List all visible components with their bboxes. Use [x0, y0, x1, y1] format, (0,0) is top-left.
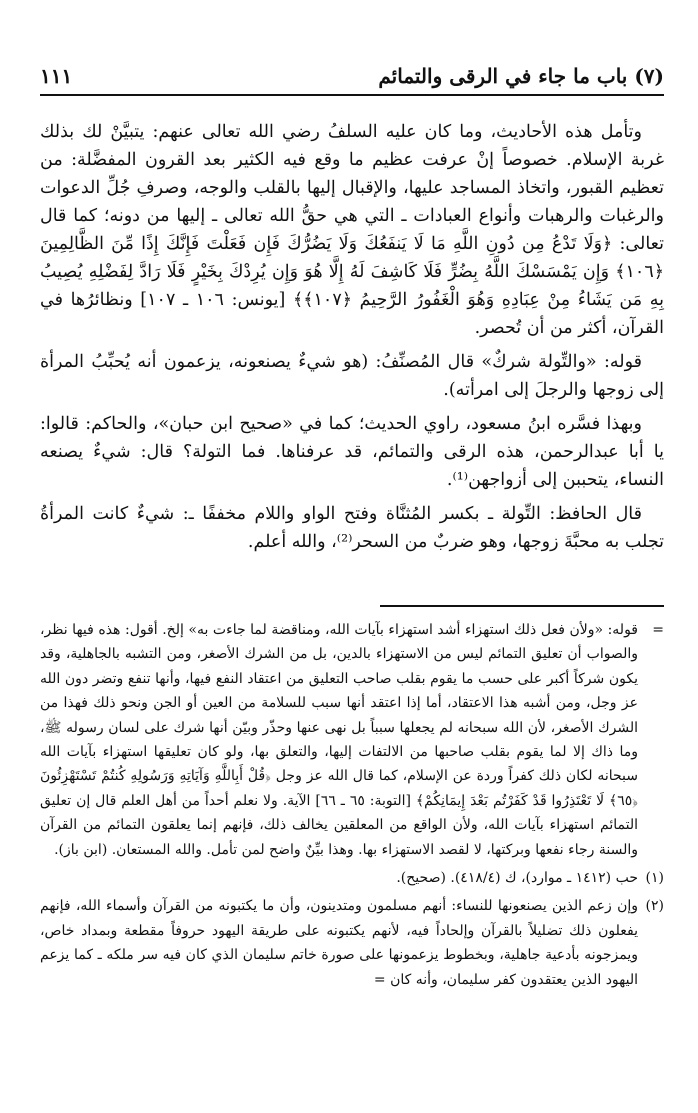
paragraph: قوله: «والتِّولة شركٌ» قال المُصنِّفُ: (هو شيءٌ يصنعونه، يزعمون أنه يُحبِّبُ المرأة إلى زوجها والرجلَ إلى امرأته).: [40, 352, 664, 400]
footnote-mark: (١): [645, 870, 664, 887]
footnote: [40, 866, 664, 890]
page-header: [40, 58, 664, 96]
footnote-separator: [380, 605, 664, 607]
footnotes: [40, 618, 664, 996]
footnote-mark: =: [652, 622, 664, 638]
paragraph: وبهذا فسَّره ابنُ مسعود، راوي الحديث؛ كما في «صحيح ابن حبان»، والحاكم: قالوا: يا أبا عبدالرحمن، هذه الرقى والتمائم، قد عرفناها. فما التولة؟ قال: شيءٌ يصنعه النساء، يتحببن إلى أزواجهن⁽¹⁾.: [40, 414, 664, 490]
footnote-text: حب (١٤١٢ ـ موارد)، ك (٤١٨/٤). (صحيح).: [396, 870, 638, 887]
footnote-text: قوله: «ولأن فعل ذلك استهزاء أشد استهزاء بآيات الله، ومناقضة لما جاءت به» إلخ. أقول: هذه فيها نظر، والصواب أن تعليق التمائم ليس من الاستهزاء بالدين، بل من الشرك الأصغر، ومن التشبه بالجاهلية، وقد يكون شركاً أكبر على حسب ما يقوم بقلب صاحب التعليق من اعتقاد النفع فيها، وأنها تنفع وتضر دون الله عز وجل، ومن أشبه هذا الاعتقاد، أما إذا اعتقد أنها سبب للسلامة من العين أو الجن ونحو ذلك فهذا من الشرك الأصغر، لأن الله سبحانه لم يجعلها سبباً بل نهى عنها وحذّر وبيّن أنها شرك على لسان رسوله ﷺ، وما ذاك إلا لما يقوم بقلب صاحبها من الالتفات إليها، والتعلق بها، ولو كان تعليقها استهزاء بآيات الله سبحانه لكان ذلك كفراً وردة عن الإسلام، كما قال الله عز وجل ﴿قُلْ أَبِاللَّهِ وَآيَاتِهِ وَرَسُولِهِ كُنتُمْ تَسْتَهْزِئُونَ ﴿٦٥﴾ لَا تَعْتَذِرُوا قَدْ كَفَرْتُم بَعْدَ إِيمَانِكُمْ﴾ [التوبة: ٦٥ ـ ٦٦] الآية. ولا نعلم أحداً من أهل العلم قال إن تعليق التمائم استهزاء بآيات الله، ولأن الواقع من المعلقين يخالف ذلك، فإنهم إنما يعلقون التمائم من القرآن والسنة رجاء نفعها وبركتها، لا لقصد الاستهزاء بها. وهذا بيِّنٌ واضح لمن تأمل. والله المستعان. (ابن باز).: [40, 622, 639, 858]
main-text: [40, 118, 664, 562]
chapter-title: (٧) باب ما جاء في الرقى والتمائم: [378, 64, 664, 88]
footnote-mark: (٢): [645, 898, 664, 915]
paragraph: وتأمل هذه الأحاديث، وما كان عليه السلفُ رضي الله تعالى عنهم: يتبيَّنْ لك بذلك غربة الإسلام. خصوصاً إنْ عرفت عظيم ما وقع فيه الكثير بعد القرون المفضَّلة: من تعظيم القبور، واتخاذ المساجد عليها، والإقبال إليها بالقلب والوجه، وصرفِ جُلِّ الدعوات والرغبات والرهبات وأنواع العبادات ـ التي هي حقُّ الله تعالى ـ إليها من دونه؛ كما قال تعالى: ﴿وَلَا تَدْعُ مِن دُونِ اللَّهِ مَا لَا يَنفَعُكَ وَلَا يَضُرُّكَ فَإِن فَعَلْتَ فَإِنَّكَ إِذًا مِّنَ الظَّالِمِينَ ﴿١٠٦﴾ وَإِن يَمْسَسْكَ اللَّهُ بِضُرٍّ فَلَا كَاشِفَ لَهُ إِلَّا هُوَ وَإِن يُرِدْكَ بِخَيْرٍ فَلَا رَادَّ لِفَضْلِهِ يُصِيبُ بِهِ مَن يَشَاءُ مِنْ عِبَادِهِ وَهُوَ الْغَفُورُ الرَّحِيمُ ﴿١٠٧﴾﴾ [يونس: ١٠٦ ـ ١٠٧] ونظائرُها في القرآن، أكثر من أن تُحصر.: [40, 122, 664, 338]
paragraph: قال الحافظ: التِّولة ـ بكسر المُثنَّاة وفتح الواو واللام مخففًا ـ: شيءٌ كانت المرأةُ تجلب به محبَّةَ زوجها، وهو ضربٌ من السحر⁽²⁾، والله أعلم.: [40, 504, 664, 552]
footnote: [40, 618, 664, 862]
footnote: [40, 894, 664, 992]
footnote-text: وإن زعم الذين يصنعونها للنساء: أنهم مسلمون ومتدينون، وأن ما يكتبونه من القرآن وأسماء الله، فإنهم يفعلون ذلك تضليلاً بالقرآن وإلحاداً فيه، لأنهم يكتبونه على طريقة اليهود حروفاً مقطعة وبمداد خاص، ويمزجونه بأدعية جاهلية، وبخطوط يزعمونها على صورة خاتم سليمان الذي كان فيه سر ملكه ـ كما يزعم اليهود الذين يعتقدون كفر سليمان، وأنه كان =: [40, 898, 638, 988]
page-number: ١١١: [40, 64, 73, 88]
